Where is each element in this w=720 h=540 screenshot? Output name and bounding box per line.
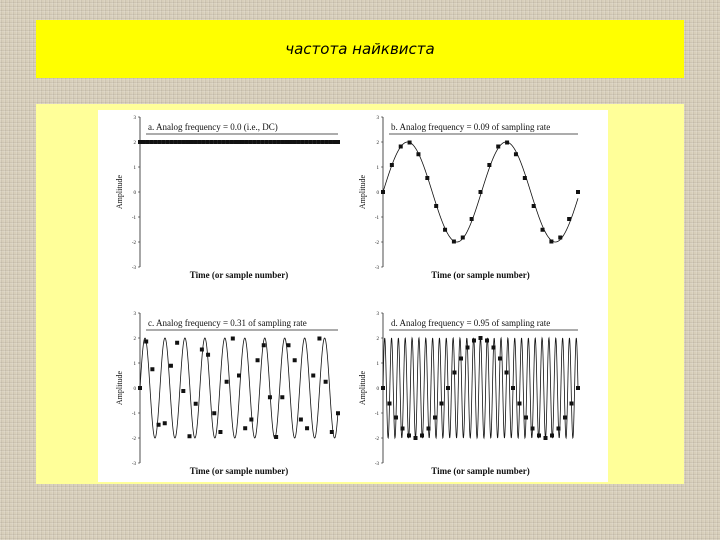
sample-point-d: [505, 371, 509, 375]
sample-point-c: [181, 389, 185, 393]
sample-point-b: [496, 145, 500, 149]
sample-point-c: [157, 423, 161, 427]
y-tick-label-a: -1: [131, 215, 136, 221]
sample-point-c: [231, 337, 235, 341]
sample-point-d: [524, 416, 528, 420]
y-axis-label-a: Amplitude: [115, 174, 124, 210]
sample-point-b: [399, 145, 403, 149]
sample-point-c: [144, 340, 148, 344]
sample-point-d: [388, 402, 392, 406]
x-axis-label-c: Time (or sample number): [189, 466, 289, 476]
y-tick-label-d: 0: [376, 386, 379, 392]
sample-point-a: [257, 140, 261, 144]
sample-point-d: [544, 436, 548, 440]
sample-point-c: [175, 341, 179, 345]
sample-point-a: [292, 140, 296, 144]
sample-point-c: [206, 353, 210, 357]
sample-point-d: [414, 436, 418, 440]
sample-point-d: [446, 386, 450, 390]
y-tick-label-a: 3: [133, 115, 136, 121]
sample-point-d: [518, 402, 522, 406]
sample-point-a: [154, 140, 158, 144]
y-tick-label-a: 0: [133, 190, 136, 196]
sample-point-b: [505, 141, 509, 145]
y-axis-label-b: Amplitude: [358, 174, 367, 210]
sample-point-d: [420, 434, 424, 438]
y-tick-label-b: -2: [374, 240, 379, 246]
sample-point-a: [320, 140, 324, 144]
y-tick-label-b: -3: [374, 265, 379, 271]
sample-point-d: [453, 371, 457, 375]
sample-point-a: [197, 140, 201, 144]
sample-point-a: [312, 140, 316, 144]
sample-point-a: [233, 140, 237, 144]
sample-point-d: [472, 339, 476, 343]
x-axis-label-a: Time (or sample number): [189, 270, 289, 280]
sample-point-d: [433, 416, 437, 420]
sample-point-c: [311, 374, 315, 378]
y-tick-label-c: -2: [131, 436, 136, 442]
y-tick-label-c: 3: [133, 311, 136, 317]
sample-point-a: [281, 140, 285, 144]
sample-point-a: [328, 140, 332, 144]
x-axis-label-d: Time (or sample number): [431, 466, 530, 476]
y-tick-label-b: 3: [376, 115, 379, 121]
sample-point-a: [288, 140, 292, 144]
sample-point-a: [269, 140, 273, 144]
y-tick-label-c: 0: [133, 386, 136, 392]
sample-point-c: [200, 348, 204, 352]
sample-point-d: [498, 357, 502, 361]
sample-point-d: [407, 434, 411, 438]
sample-point-c: [274, 435, 278, 439]
sample-point-c: [138, 386, 142, 390]
y-tick-label-d: -2: [374, 436, 379, 442]
sample-point-a: [142, 140, 146, 144]
sample-point-a: [265, 140, 269, 144]
y-tick-label-c: -1: [131, 411, 136, 417]
sample-point-a: [186, 140, 190, 144]
sample-point-a: [213, 140, 217, 144]
y-tick-label-a: -2: [131, 240, 136, 246]
sample-point-a: [304, 140, 308, 144]
sample-point-a: [225, 140, 229, 144]
sample-point-b: [541, 228, 545, 232]
chart-panel-d: [358, 312, 580, 476]
analog-signal-line-c: [140, 338, 338, 438]
y-axis-label-c: Amplitude: [115, 370, 124, 406]
sample-point-b: [452, 240, 456, 244]
sample-point-c: [268, 395, 272, 399]
sample-point-a: [332, 140, 336, 144]
sample-point-d: [394, 416, 398, 420]
sample-point-d: [479, 336, 483, 340]
sample-point-a: [182, 140, 186, 144]
y-tick-label-a: 2: [133, 140, 136, 146]
chart-title-a: a. Analog frequency = 0.0 (i.e., DC): [148, 122, 278, 132]
sample-point-a: [253, 140, 257, 144]
sample-point-c: [163, 421, 167, 425]
sample-point-d: [401, 427, 405, 431]
sample-point-c: [243, 426, 247, 430]
sample-point-a: [277, 140, 281, 144]
sample-point-c: [237, 374, 241, 378]
sample-point-b: [576, 190, 580, 194]
sample-point-a: [150, 140, 154, 144]
chart-panel-b: [358, 116, 580, 280]
y-axis-label-d: Amplitude: [358, 370, 367, 406]
sample-point-d: [570, 402, 574, 406]
sample-point-a: [245, 140, 249, 144]
sample-point-a: [249, 140, 253, 144]
sampling-figure-svg: [98, 110, 608, 482]
sample-point-a: [316, 140, 320, 144]
sample-point-c: [336, 411, 340, 415]
sample-point-b: [381, 190, 385, 194]
chart-title-d: d. Analog frequency = 0.95 of sampling rate: [391, 318, 551, 328]
chart-panel-c: [115, 312, 340, 476]
sample-point-d: [550, 434, 554, 438]
sample-point-a: [300, 140, 304, 144]
sample-point-b: [479, 190, 483, 194]
sample-point-a: [296, 140, 300, 144]
y-tick-label-c: 1: [133, 361, 136, 367]
sample-point-a: [261, 140, 265, 144]
sample-point-b: [425, 176, 429, 180]
sample-point-a: [237, 140, 241, 144]
sample-point-b: [549, 240, 553, 244]
x-axis-label-b: Time (or sample number): [431, 270, 530, 280]
sample-point-a: [146, 140, 150, 144]
sample-point-a: [193, 140, 197, 144]
sample-point-a: [178, 140, 182, 144]
sample-point-d: [492, 346, 496, 350]
sample-point-b: [390, 163, 394, 167]
sample-point-c: [305, 426, 309, 430]
sample-point-c: [293, 358, 297, 362]
sample-point-c: [280, 395, 284, 399]
slide-title: частота найквиста: [285, 40, 435, 58]
sample-point-b: [470, 217, 474, 221]
chart-title-c: c. Analog frequency = 0.31 of sampling rate: [148, 318, 307, 328]
sample-point-a: [162, 140, 166, 144]
title-banner: [36, 20, 684, 78]
y-tick-label-a: -3: [131, 265, 136, 271]
y-tick-label-d: -3: [374, 461, 379, 467]
sample-point-b: [567, 217, 571, 221]
sample-point-a: [205, 140, 209, 144]
y-tick-label-c: -3: [131, 461, 136, 467]
sample-point-c: [188, 434, 192, 438]
sample-point-b: [461, 236, 465, 240]
sample-point-b: [558, 236, 562, 240]
sample-point-c: [225, 380, 229, 384]
sample-point-d: [427, 427, 431, 431]
sample-point-a: [336, 140, 340, 144]
sample-point-a: [166, 140, 170, 144]
analog-signal-line-d: [383, 338, 578, 438]
y-tick-label-d: -1: [374, 411, 379, 417]
sample-point-a: [241, 140, 245, 144]
y-tick-label-a: 1: [133, 165, 136, 171]
sample-point-d: [440, 402, 444, 406]
sample-point-a: [201, 140, 205, 144]
sample-point-a: [324, 140, 328, 144]
sample-point-d: [531, 427, 535, 431]
sample-point-a: [209, 140, 213, 144]
sample-point-a: [308, 140, 312, 144]
y-tick-label-d: 2: [376, 336, 379, 342]
sample-point-c: [169, 364, 173, 368]
sample-point-a: [221, 140, 225, 144]
sample-point-c: [212, 411, 216, 415]
chart-panel-a: [115, 116, 340, 280]
sample-point-c: [324, 380, 328, 384]
sampling-figure: [98, 110, 608, 482]
sample-point-d: [576, 386, 580, 390]
sample-point-c: [194, 402, 198, 406]
sample-point-c: [299, 418, 303, 422]
sample-point-b: [514, 152, 518, 156]
sample-point-d: [466, 346, 470, 350]
sample-point-a: [189, 140, 193, 144]
sample-point-a: [229, 140, 233, 144]
sample-point-c: [256, 358, 260, 362]
sample-point-c: [150, 367, 154, 371]
sample-point-b: [523, 176, 527, 180]
sample-point-a: [138, 140, 142, 144]
sample-point-d: [557, 427, 561, 431]
y-tick-label-b: 2: [376, 140, 379, 146]
y-tick-label-d: 3: [376, 311, 379, 317]
sample-point-b: [532, 204, 536, 208]
y-tick-label-b: -1: [374, 215, 379, 221]
sample-point-c: [317, 337, 321, 341]
sample-point-b: [434, 204, 438, 208]
sample-point-a: [273, 140, 277, 144]
y-tick-label-b: 1: [376, 165, 379, 171]
sample-point-a: [174, 140, 178, 144]
sample-point-d: [381, 386, 385, 390]
sample-point-c: [330, 430, 334, 434]
sample-point-d: [563, 416, 567, 420]
y-tick-label-d: 1: [376, 361, 379, 367]
sample-point-d: [485, 339, 489, 343]
sample-point-c: [249, 418, 253, 422]
sample-point-b: [487, 163, 491, 167]
sample-point-c: [287, 343, 291, 347]
sample-point-b: [416, 152, 420, 156]
sample-point-d: [537, 434, 541, 438]
sample-point-c: [218, 430, 222, 434]
y-tick-label-c: 2: [133, 336, 136, 342]
sample-point-d: [459, 357, 463, 361]
sample-point-a: [285, 140, 289, 144]
sample-point-b: [443, 228, 447, 232]
chart-title-b: b. Analog frequency = 0.09 of sampling rate: [391, 122, 551, 132]
sample-point-a: [158, 140, 162, 144]
sample-point-a: [170, 140, 174, 144]
sample-point-d: [511, 386, 515, 390]
y-tick-label-b: 0: [376, 190, 379, 196]
sample-point-a: [217, 140, 221, 144]
sample-point-c: [262, 343, 266, 347]
sample-point-b: [408, 141, 412, 145]
